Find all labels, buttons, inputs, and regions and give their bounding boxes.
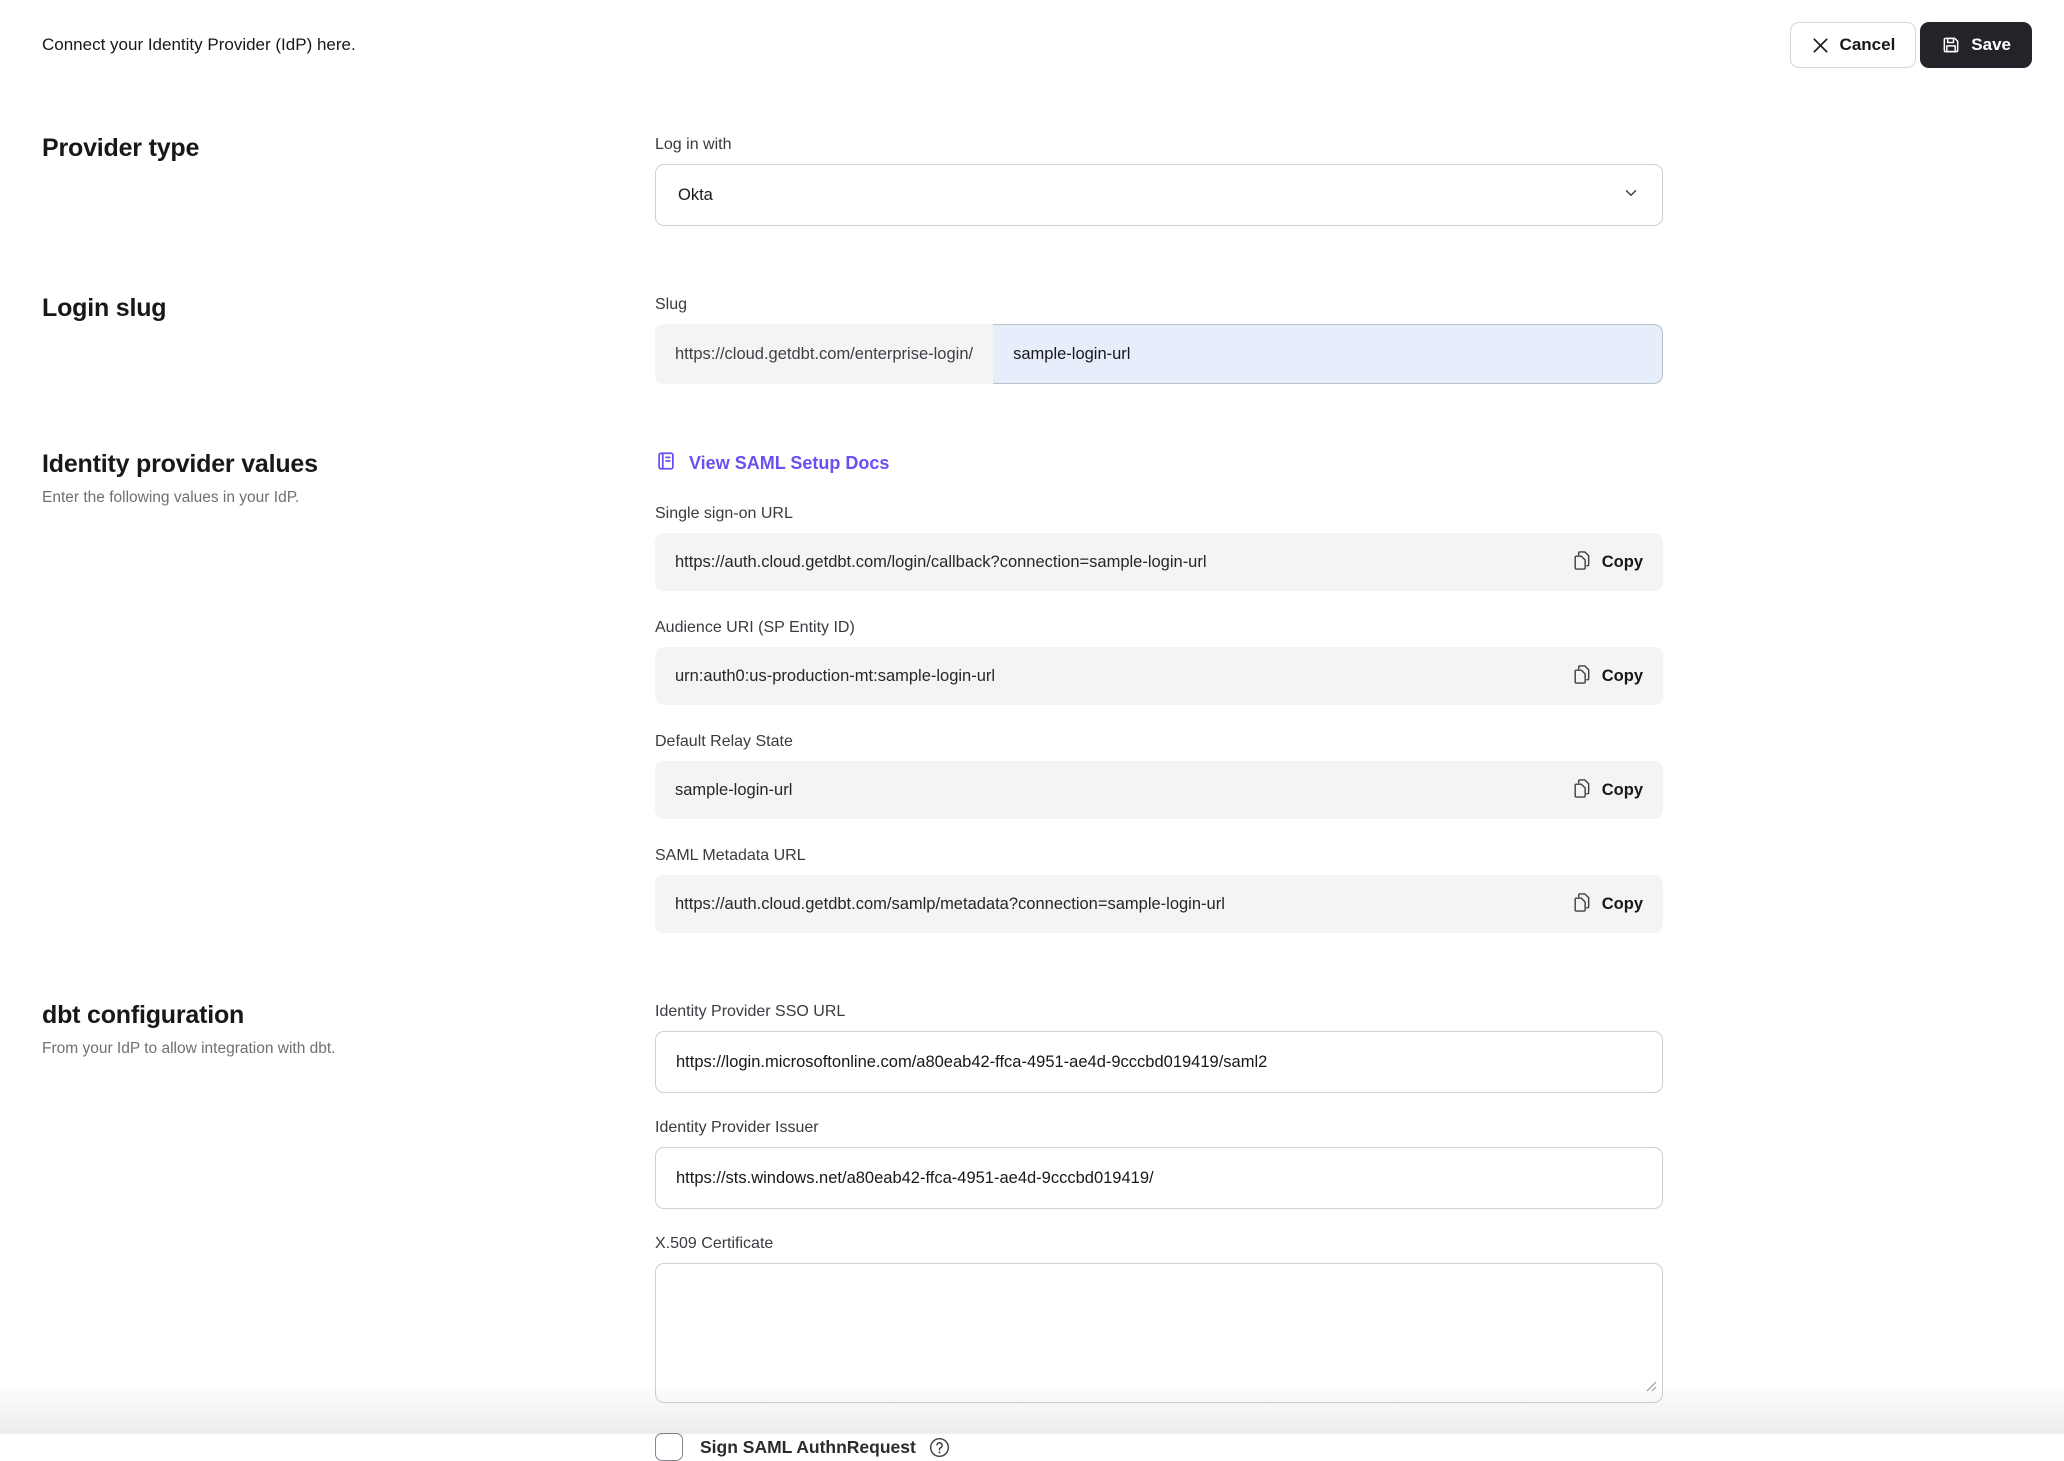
save-disk-icon xyxy=(1941,35,1961,55)
dbt-configuration-subtitle: From your IdP to allow integration with dbt. xyxy=(42,1040,336,1057)
sso-url-copy-button[interactable] xyxy=(1573,550,1643,574)
section-login-slug xyxy=(0,294,2064,384)
docs-icon xyxy=(655,450,677,477)
relay-state-copy-button[interactable] xyxy=(1573,778,1643,802)
login-slug-heading: Login slug xyxy=(42,294,167,322)
save-button-label: Save xyxy=(1971,35,2011,54)
idp-values-heading: Identity provider values xyxy=(42,450,318,478)
sso-url-copy-field xyxy=(655,533,1663,591)
sso-url-label: Single sign-on URL xyxy=(655,505,793,522)
sign-saml-checkbox[interactable] xyxy=(655,1433,683,1461)
relay-state-copy-field xyxy=(655,761,1663,819)
slug-label: Slug xyxy=(655,296,688,313)
page-description: Connect your Identity Provider (IdP) here. xyxy=(42,35,356,54)
copy-icon xyxy=(1573,892,1592,916)
page-header xyxy=(0,0,2064,68)
idp-values-subtitle: Enter the following values in your IdP. xyxy=(42,489,300,506)
section-idp-values xyxy=(0,450,2064,933)
chevron-down-icon xyxy=(1622,184,1640,207)
slug-input[interactable] xyxy=(993,324,1663,384)
metadata-url-copy-field xyxy=(655,875,1663,933)
cancel-button[interactable] xyxy=(1790,22,1917,68)
login-with-label: Log in with xyxy=(655,136,732,153)
sign-saml-label: Sign SAML AuthnRequest xyxy=(700,1436,916,1457)
provider-type-heading: Provider type xyxy=(42,134,200,162)
copy-icon xyxy=(1573,778,1592,802)
dbt-configuration-heading: dbt configuration xyxy=(42,1001,245,1029)
audience-uri-copy-button[interactable] xyxy=(1573,664,1643,688)
header-actions xyxy=(1790,22,2032,68)
x509-certificate-textarea[interactable] xyxy=(655,1263,1663,1403)
provider-select-value: Okta xyxy=(678,185,713,204)
idp-issuer-label: Identity Provider Issuer xyxy=(655,1119,819,1136)
metadata-url-label: SAML Metadata URL xyxy=(655,847,806,864)
relay-state-label: Default Relay State xyxy=(655,733,793,750)
copy-icon xyxy=(1573,664,1592,688)
audience-uri-label: Audience URI (SP Entity ID) xyxy=(655,619,855,636)
copy-button-label: Copy xyxy=(1601,552,1643,571)
copy-button-label: Copy xyxy=(1601,894,1643,913)
section-provider-type xyxy=(0,134,2064,226)
slug-field-group xyxy=(655,324,1663,384)
copy-icon xyxy=(1573,550,1592,574)
provider-select[interactable] xyxy=(655,164,1663,226)
sso-url-value: https://auth.cloud.getdbt.com/login/callback?connection=sample-login-url xyxy=(675,552,1207,571)
idp-issuer-input[interactable] xyxy=(655,1147,1663,1209)
idp-sso-url-label: Identity Provider SSO URL xyxy=(655,1003,846,1020)
idp-sso-url-input[interactable] xyxy=(655,1031,1663,1093)
section-dbt-configuration xyxy=(0,1001,2064,1461)
sign-saml-row xyxy=(655,1433,1663,1461)
copy-button-label: Copy xyxy=(1601,780,1643,799)
save-button[interactable] xyxy=(1920,22,2032,68)
copy-button-label: Copy xyxy=(1601,666,1643,685)
metadata-url-copy-button[interactable] xyxy=(1573,892,1643,916)
metadata-url-value: https://auth.cloud.getdbt.com/samlp/metadata?connection=sample-login-url xyxy=(675,894,1225,913)
relay-state-value: sample-login-url xyxy=(675,780,793,799)
audience-uri-copy-field xyxy=(655,647,1663,705)
saml-docs-link[interactable] xyxy=(655,450,889,477)
x509-certificate-label: X.509 Certificate xyxy=(655,1235,774,1252)
audience-uri-value: urn:auth0:us-production-mt:sample-login-url xyxy=(675,666,996,685)
saml-docs-link-label: View SAML Setup Docs xyxy=(689,453,890,473)
help-question-icon[interactable] xyxy=(928,1436,951,1459)
slug-prefix: https://cloud.getdbt.com/enterprise-login/ xyxy=(655,324,993,384)
cancel-button-label: Cancel xyxy=(1839,35,1896,54)
close-icon xyxy=(1811,36,1830,55)
